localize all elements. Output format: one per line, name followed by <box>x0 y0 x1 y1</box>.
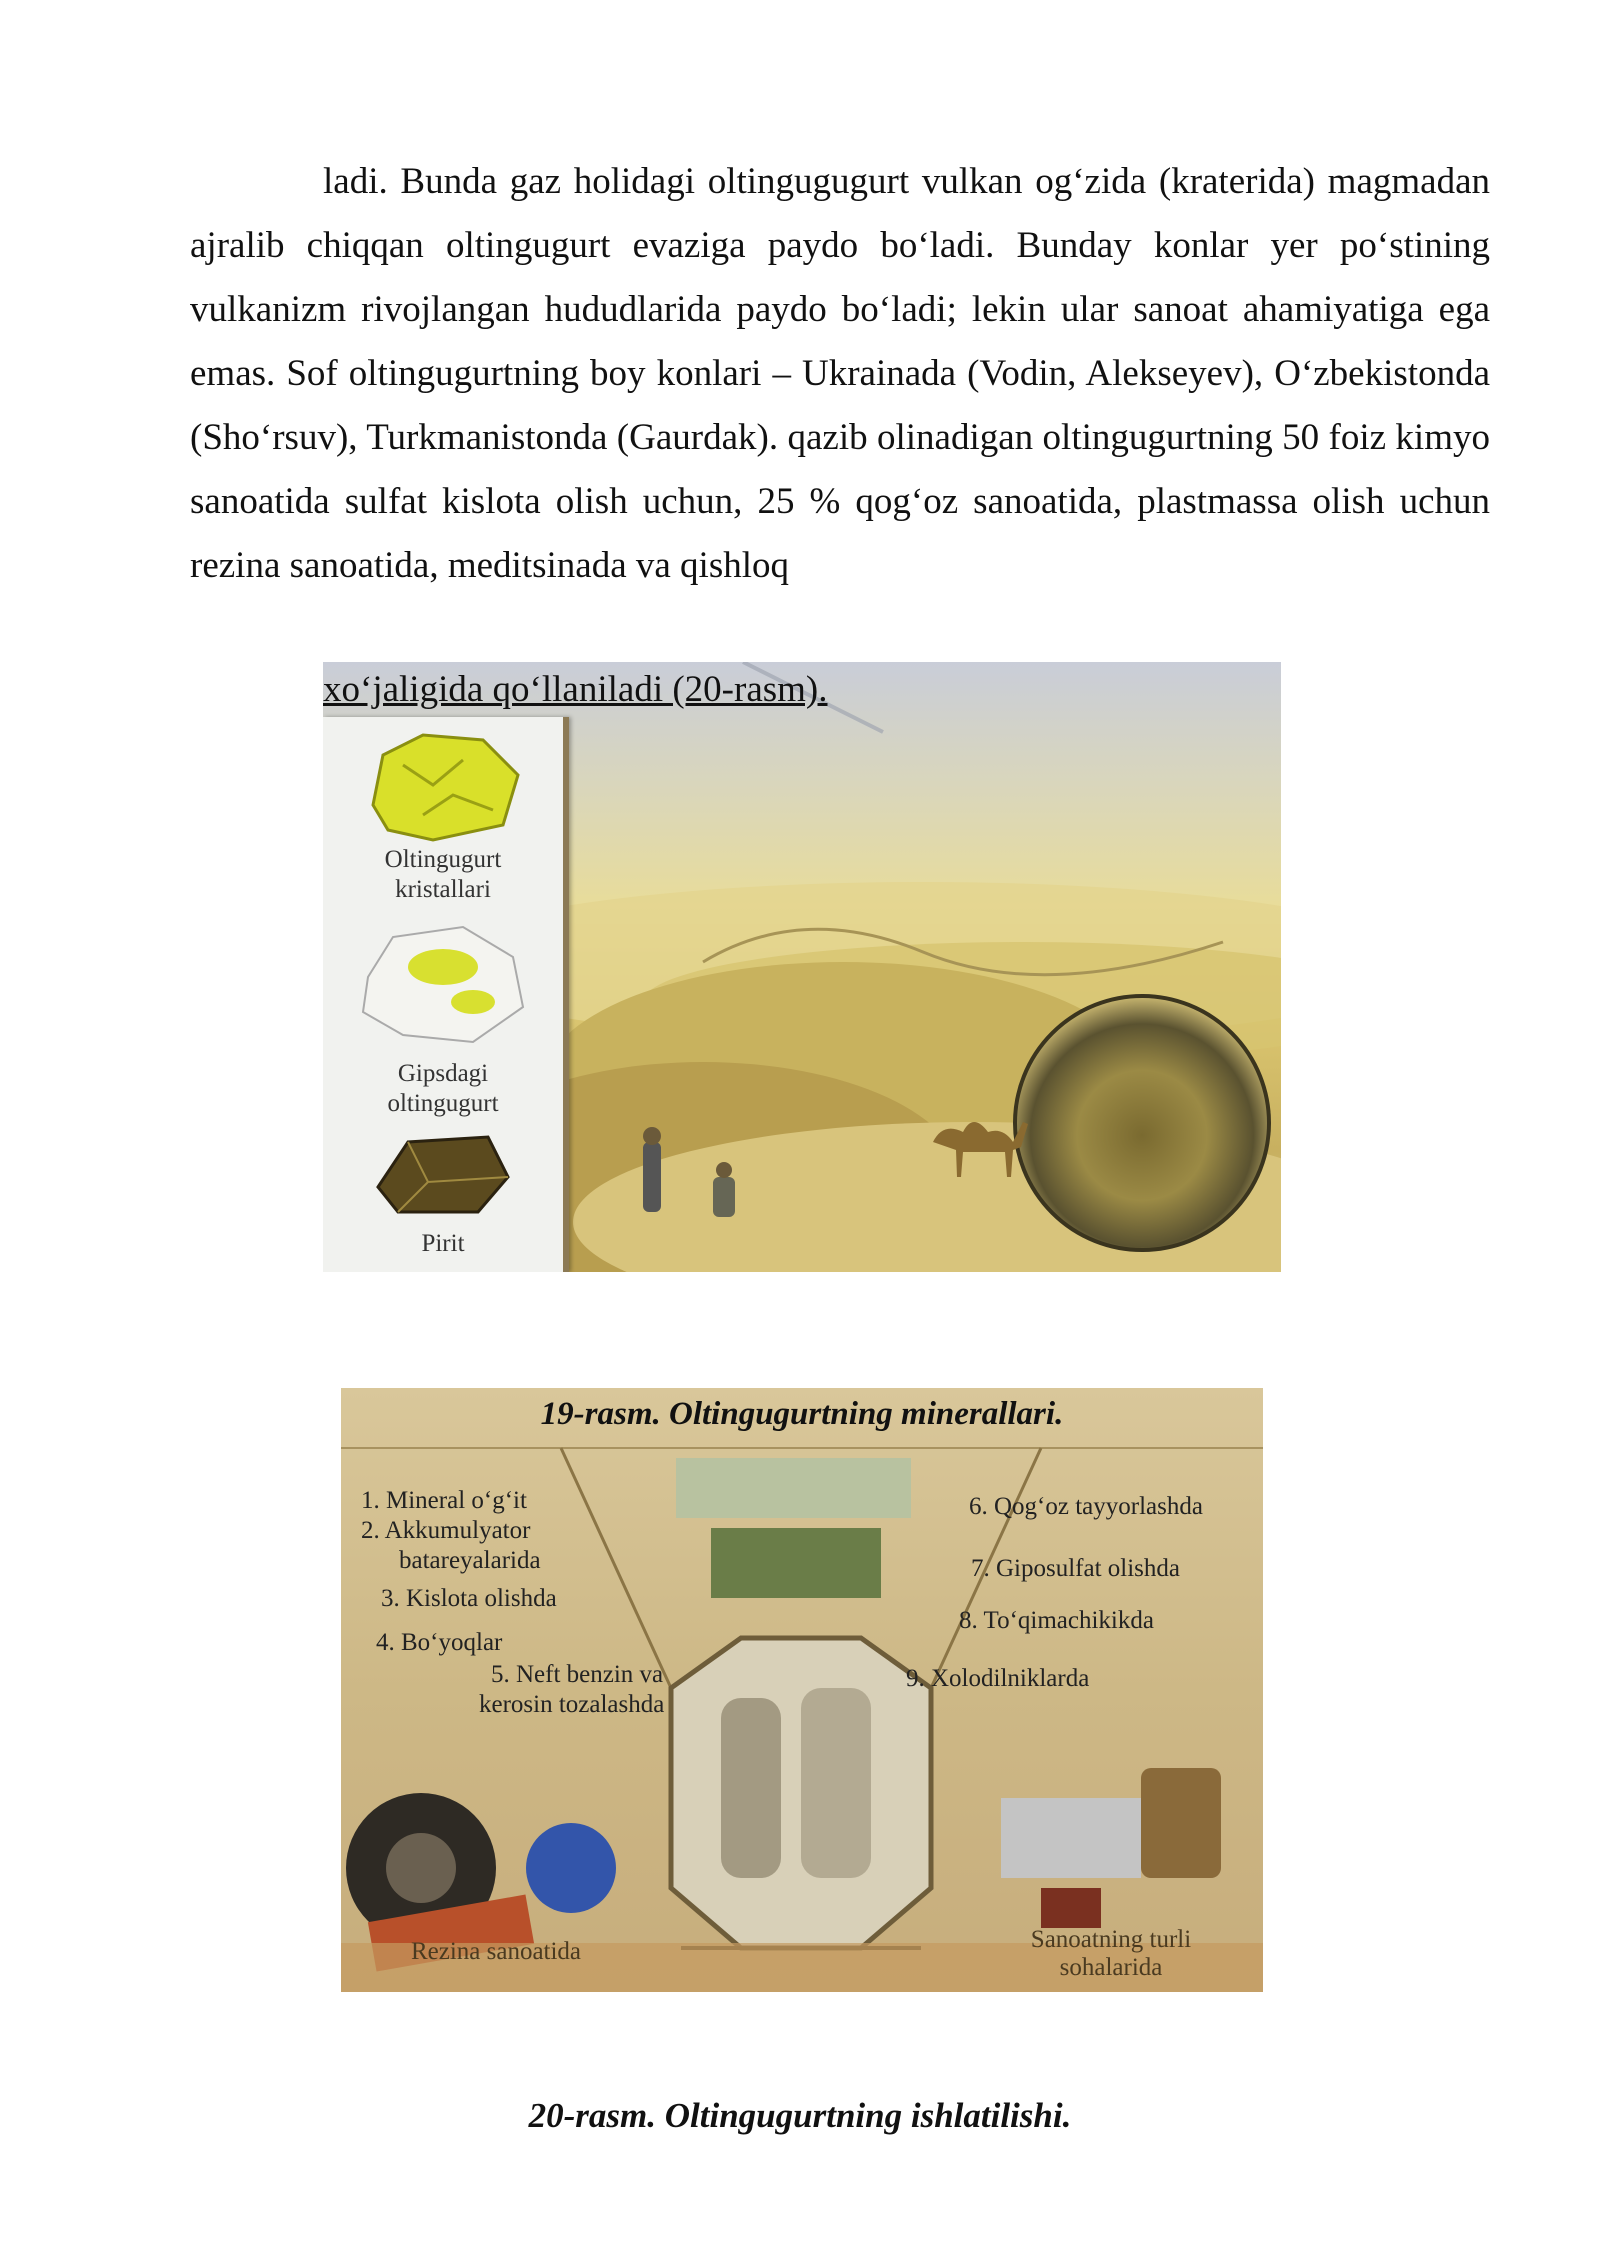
body-paragraph <box>190 150 1490 598</box>
use-item-4: 4. Bo‘yoqlar <box>376 1629 503 1656</box>
mineral-label-1: Oltingugurt kristallari <box>384 846 502 903</box>
figure-sulfur-minerals <box>323 662 1281 1272</box>
paragraph-last-line: xo‘jaligida qo‘llaniladi (20-rasm). <box>323 669 828 710</box>
use-item-5: 5. Neft benzin va <box>491 1661 664 1688</box>
use-item-7: 7. Giposulfat olishda <box>971 1555 1181 1582</box>
use-item-5-cont: kerosin tozalashda <box>479 1691 665 1718</box>
use-item-2-cont: batareyalarida <box>399 1547 541 1574</box>
use-item-6: 6. Qog‘oz tayyorlashda <box>969 1493 1203 1520</box>
use-item-1: 1. Mineral o‘g‘it <box>361 1487 527 1514</box>
mineral-label-3: Pirit <box>421 1230 465 1257</box>
sulfur-crystals-icon <box>353 725 533 845</box>
figure-sulfur-uses <box>341 1388 1263 1992</box>
minerals-panel <box>323 717 569 1272</box>
use-item-9: 9. Xolodilniklarda <box>906 1665 1090 1692</box>
figure20-caption: 20-rasm. Oltingugurtning ishlatilishi. <box>528 2096 1072 2135</box>
rubber-industry-label: Rezina sanoatida <box>410 1938 582 1965</box>
various-industries-label-1: Sanoatning turli <box>1030 1926 1192 1953</box>
workers-illustration <box>623 1122 763 1242</box>
paragraph-text: ladi. Bunda gaz holidagi oltingugugurt vulkan og‘zida (kraterida) magmadan ajralib chiqqan oltingugurt evaziga paydo bo‘ladi. Bunday konlar yer po‘stining vulkanizm rivojlangan hududlarida paydo bo‘ladi; lekin ular sanoat ahamiyatiga ega emas. Sof oltingugurtning boy konlari – Ukrainada (Vodin, Alekseyev), O‘zbekistonda (Sho‘rsuv), Turkmanistonda (Gaurdak). qazib olinadigan oltingugurtning 50 foiz kimyo sanoatida sulfat kislota olish uchun, 25 % qog‘oz sanoatida, plastmassa olish uchun rezina sanoatida, meditsinada va qishloq <box>190 161 1490 586</box>
use-item-2: 2. Akkumulyator <box>361 1517 531 1544</box>
mineral-label-2: Gipsdagi oltingugurt <box>387 1060 499 1117</box>
gypsum-sulfur-icon <box>353 917 533 1047</box>
use-item-3: 3. Kislota olishda <box>381 1585 557 1612</box>
pyrite-icon <box>368 1127 518 1217</box>
camel-icon <box>923 1102 1033 1182</box>
various-industries-label-2: sohalarida <box>1059 1954 1163 1981</box>
figure19-caption: 19-rasm. Oltingugurtning minerallari. <box>540 1396 1064 1432</box>
use-item-8: 8. To‘qimachikikda <box>959 1607 1154 1634</box>
crater-inset <box>1013 994 1271 1252</box>
